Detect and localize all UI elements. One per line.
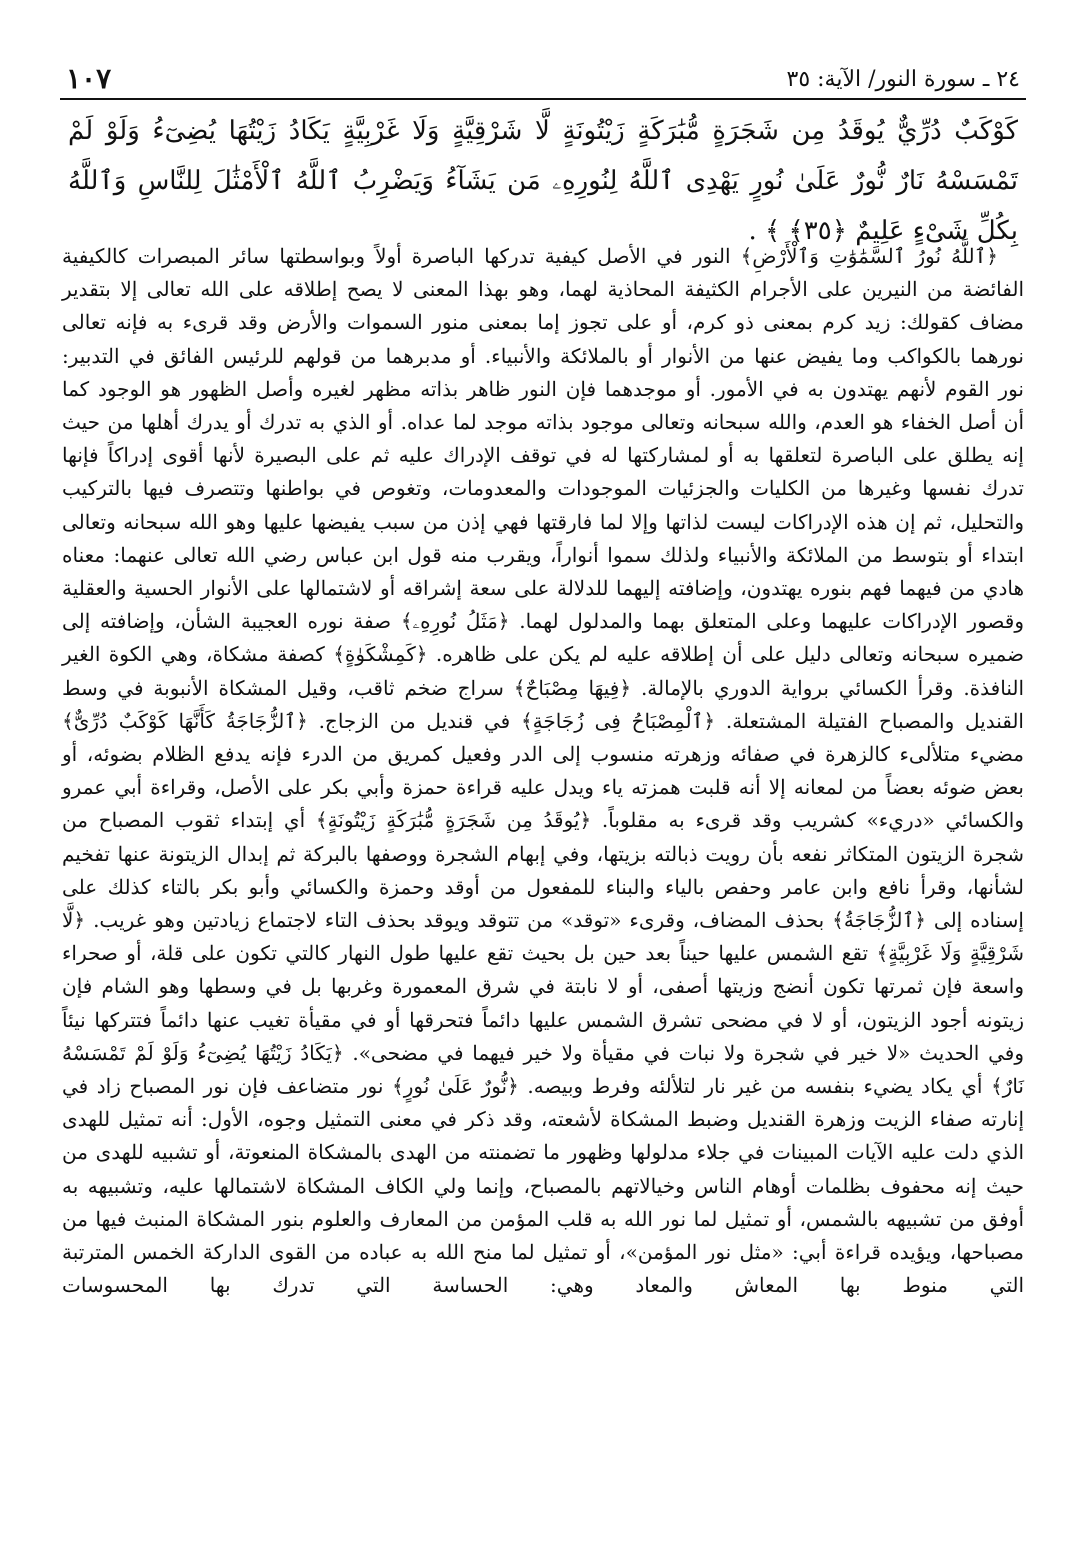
page-header	[60, 50, 1026, 94]
page-number: ١٠٧	[66, 62, 112, 95]
quran-verse: كَوْكَبٌ دُرِّيٌّ يُوقَدُ مِن شَجَرَةٍ مُّبَٰرَكَةٍ زَيْتُونَةٍ لَّا شَرْقِيَّةٍ وَلَا غَرْبِيَّةٍ يَكَادُ زَيْتُهَا يُضِىٓءُ وَلَوْ لَمْ تَمْسَسْهُ نَارٌ نُّورٌ عَلَىٰ نُورٍ يَهْدِى ٱللَّهُ لِنُورِهِۦ مَن يَشَآءُ وَيَضْرِبُ ٱللَّهُ ٱلْأَمْثَٰلَ لِلنَّاسِ وَٱللَّهُ بِكُلِّ شَىْءٍ عَلِيمٌ ﴿٣٥﴾ ﴾ .	[68, 116, 1018, 246]
header-rule	[60, 98, 1026, 100]
book-page	[60, 50, 1026, 1520]
running-head: ٢٤ ـ سورة النور/ الآية: ٣٥	[786, 67, 1020, 92]
commentary-text	[60, 240, 1026, 1530]
commentary-paragraph: ﴿ٱللَّهُ نُورُ ٱلسَّمَٰوَٰتِ وَٱلْأَرْضِ﴾ النور في الأصل كيفية تدركها الباصرة أولاً وبواسطتها سائر المبصرات كالكيفية الفائضة من النيرين على الأجرام الكثيفة المحاذية لهما، وهو بهذا المعنى لا يصح إطلاقه على الله تعالى إلا بتقدير مضاف كقولك: زيد كرم بمعنى ذو كرم، أو على تجوز إما بمعنى منور السموات والأرض وقد قرىء به فإنه تعالى نورهما بالكواكب وما يفيض عنها من الأنوار أو بالملائكة والأنبياء. أو مدبرهما من قولهم للرئيس الفائق في التدبير: نور القوم لأنهم يهتدون به في الأمور. أو موجدهما فإن النور ظاهر بذاته مظهر لغيره وأصل الظهور هو الوجود كما أن أصل الخفاء هو العدم، والله سبحانه وتعالى موجود بذاته موجد لما عداه. أو الذي به تدرك أو يدرك أهلها من حيث إنه يطلق على الباصرة لتعلقها به أو لمشاركتها له في توقف الإدراك عليه ثم على البصيرة لأنها أقوى إدراكاً فإنها تدرك نفسها وغيرها من الكليات والجزئيات الموجودات والمعدومات، وتغوص في بواطنها وتتصرف فيها بالتركيب والتحليل، ثم إن هذه الإدراكات ليست لذاتها وإلا لما فارقتها فهي إذن من سبب يفيضها عليها وهو الله سبحانه وتعالى ابتداء أو بتوسط من الملائكة والأنبياء ولذلك سموا أنواراً، ويقرب منه قول ابن عباس رضي الله تعالى عنهما: معناه هادي من فيهما فهم بنوره يهتدون، وإضافته إليهما للدلالة على سعة إشراقه أو لاشتمالها على الأنوار الحسية والعقلية وقصور الإدراكات عليهما وعلى المتعلق بهما والمدلول لهما. ﴿مَثَلُ نُورِهِۦ﴾ صفة نوره العجيبة الشأن، وإضافته إلى ضميره سبحانه وتعالى دليل على أن إطلاقه عليه لم يكن على ظاهره. ﴿كَمِشْكَوٰةٍ﴾ كصفة مشكاة، وهي الكوة الغير النافذة. وقرأ الكسائي برواية الدوري بالإمالة. ﴿فِيهَا مِصْبَاحٌ﴾ سراج ضخم ثاقب، وقيل المشكاة الأنبوبة في وسط القنديل والمصباح الفتيلة المشتعلة. ﴿ٱلْمِصْبَاحُ فِى زُجَاجَةٍ﴾ في قنديل من الزجاج. ﴿ٱلزُّجَاجَةُ كَأَنَّهَا كَوْكَبٌ دُرِّىٌّ﴾ مضيء متلألىء كالزهرة في صفائه وزهرته منسوب إلى الدر وفعيل كمريق من الدرء فإنه يدفع الظلام بضوئه، أو بعض ضوئه بعضاً من لمعانه إلا أنه قلبت همزته ياء ويدل عليه قراءة حمزة وأبي بكر على الأصل، وقراءة أبي عمرو والكسائي «دريء» كشريب وقد قرىء به مقلوباً. ﴿يُوقَدُ مِن شَجَرَةٍ مُّبَٰرَكَةٍ زَيْتُونَةٍ﴾ أي إبتداء ثقوب المصباح من شجرة الزيتون المتكاثر نفعه بأن رويت ذبالته بزيتها، وفي إبهام الشجرة ووصفها بالبركة ثم إبدال الزيتونة عنها تفخيم لشأنها، وقرأ نافع وابن عامر وحفص بالياء والبناء للمفعول من أوقد وحمزة والكسائي وأبو بكر بالتاء كذلك على إسناده إلى ﴿ٱلزُّجَاجَةُ﴾ بحذف المضاف، وقرىء «توقد» من تتوقد ويوقد بحذف التاء لاجتماع زيادتين وهو غريب. ﴿لَّا شَرْقِيَّةٍ وَلَا غَرْبِيَّةٍ﴾ تقع الشمس عليها حيناً بعد حين بل بحيث تقع عليها طول النهار كالتي تكون على قلة، أو صحراء واسعة فإن ثمرتها تكون أنضج وزيتها أصفى، أو لا نابتة في شرق المعمورة وغربها بل في وسطها وهو الشام فإن زيتونه أجود الزيتون، أو لا في مضحى تشرق الشمس عليها دائماً فتحرقها أو في مقيأة تغيب عنها دائماً فتتركها نيئاً وفي الحديث «لا خير في شجرة ولا نبات في مقيأة ولا خير فيهما في مضحى». ﴿يَكَادُ زَيْتُهَا يُضِىٓءُ وَلَوْ لَمْ تَمْسَسْهُ نَارٌ﴾ أي يكاد يضيء بنفسه من غير نار لتلألئه وفرط وبيصه. ﴿نُّورٌ عَلَىٰ نُورٍ﴾ نور متضاعف فإن نور المصباح زاد في إنارته صفاء الزيت وزهرة القنديل وضبط المشكاة لأشعته، وقد ذكر في معنى التمثيل وجوه، الأول: أنه تمثيل للهدى الذي دلت عليه الآيات المبينات في جلاء مدلولها وظهور ما تضمنته من الهدى بالمشكاة المنعوتة، أو تشبيه للهدى من حيث إنه محفوف بظلمات أوهام الناس وخيالاتهم بالمصباح، وإنما ولي الكاف المشكاة لاشتمالها عليه، وتشبيهه به أوفق من تشبيهه بالشمس، أو تمثيل لما نور الله به قلب المؤمن من المعارف والعلوم بنور المشكاة المنبث فيها من مصباحها، ويؤيده قراءة أبي: «مثل نور المؤمن»، أو تمثيل لما منح الله به عباده من القوى الداركة الخمس المترتبة التي منوط بها المعاش والمعاد وهي: الحساسة التي تدرك بها المحسوسات	[62, 244, 1025, 1298]
